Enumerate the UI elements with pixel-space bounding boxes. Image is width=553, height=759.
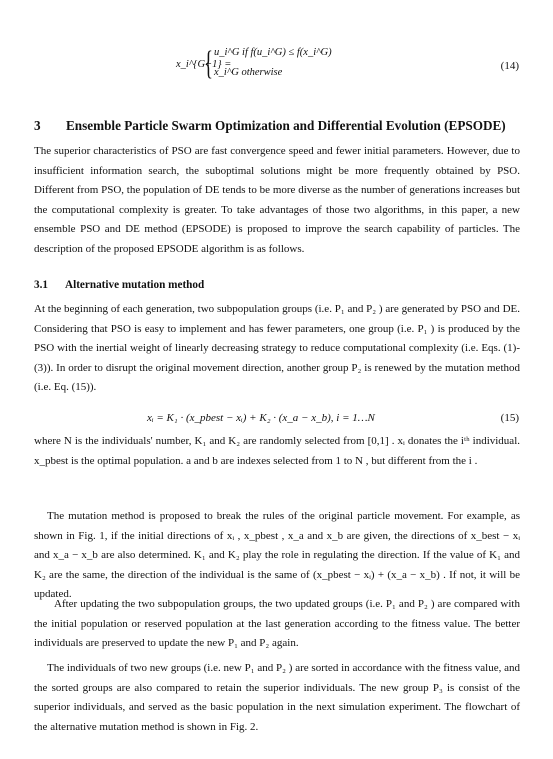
subsection-number: 3.1 bbox=[34, 279, 48, 291]
subsection-title: Alternative mutation method bbox=[65, 279, 205, 291]
subsection-heading bbox=[34, 279, 205, 291]
paragraph-mutation-intro: At the beginning of each generation, two subpopulation groups (i.e. P₁ and P₂ ) are generated by PSO and DE. Considering that PSO is easy to implement and has fewer parameters, one group (i.e. P₁ ) is produced by the PSO with the inertial weight of linearly decreasing strategy to reduce computational complexity (i.e. Eqs. (1)-(3)). In order to disrupt the original movement direction, another group P₂ is renewed by the mutation method (i.e. Eq. (15)). bbox=[34, 303, 520, 394]
equation-14-lhs: x_i^{G+1} = bbox=[176, 59, 232, 70]
paragraph-mutation-explanation: The mutation method is proposed to break the rules of the original particle movement. For example, as shown in Fig. 1, if the initial directions of xᵢ , x_pbest , x_a and x_b are given, the directions of x_best − xᵢ and x_a − x_b are also determined. K₁ and K₂ play the role in regulating the direction. If the value of K₁ and K₂ are the same, the direction of the individual is the same of (x_pbest − xᵢ) + (x_a − x_b) . If not, it will be updated. bbox=[34, 510, 520, 601]
equation-14-case-1: u_i^G if f(u_i^G) ≤ f(x_i^G) bbox=[214, 47, 332, 58]
equation-15-body: xᵢ = K₁ · (x_pbest − xᵢ) + K₂ · (x_a − x_b), i = 1…N bbox=[147, 412, 375, 424]
paragraph-variable-definitions: where N is the individuals' number, K₁ and K₂ are randomly selected from [0,1] . xᵢ donates the iᵗʰ individual. x_pbest is the optimal population. a and b are indexes selected from 1 to N , but different from the i . bbox=[34, 435, 520, 467]
paragraph-update-groups: After updating the two subpopulation groups, the two updated groups (i.e. P₁ and P₂ ) are compared with the initial population or reserved population at the last generation according to the fitness value. The better individuals are preserved to update the new P₁ and P₂ again. bbox=[34, 598, 520, 650]
equation-14 bbox=[0, 44, 553, 90]
equation-15-number: (15) bbox=[500, 412, 519, 424]
paragraph-intro: The superior characteristics of PSO are fast convergence speed and fewer initial parameters. However, due to insufficient information search, the suboptimal solutions might be more frequently obtained by PSO. Different from PSO, the population of DE tends to be more diverse as the number of generations increases but the computational complexity is greater. To take advantages of those two algorithms, in this paper, a new ensemble PSO and DE method (EPSODE) is proposed to improve the search capability of particles. The description of the proposed EPSODE algorithm is as follows. bbox=[34, 145, 520, 255]
equation-14-brace: { bbox=[204, 45, 213, 82]
paragraph-sorting: The individuals of two new groups (i.e. new P₁ and P₂ ) are sorted in accordance with the fitness value, and the sorted groups are also compared to retain the superior individuals. The new group P₃ is consist of the superior individuals, and served as the basic population in the next simulation experiment. The flowchart of the alternative mutation method is shown in Fig. 2. bbox=[34, 662, 520, 733]
equation-14-number: (14) bbox=[500, 60, 519, 72]
equation-14-case-2: x_i^G otherwise bbox=[214, 67, 283, 78]
section-number: 3 bbox=[34, 118, 41, 133]
equation-15 bbox=[0, 412, 553, 432]
section-title: Ensemble Particle Swarm Optimization and Differential Evolution (EPSODE) bbox=[66, 118, 506, 133]
